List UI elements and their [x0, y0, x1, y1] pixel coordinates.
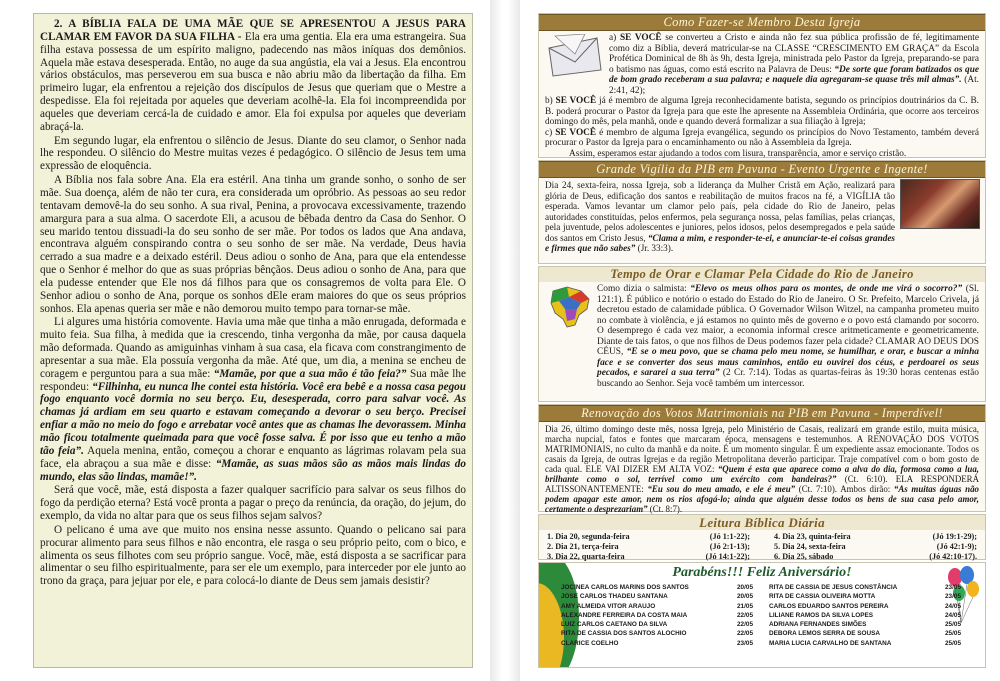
birthday-date: 25/05: [945, 621, 961, 629]
birthday-date: 25/05: [945, 639, 961, 647]
birthday-row: [561, 583, 753, 592]
birthday-row: [561, 592, 753, 601]
birthday-date: 22/05: [737, 621, 753, 629]
membership-title: Como Fazer-se Membro Desta Igreja: [539, 14, 985, 31]
membership-c: [539, 128, 985, 149]
birthday-list: [561, 583, 961, 648]
item-bold: SE VOCÊ: [619, 33, 662, 43]
birthday-row: [561, 620, 753, 629]
reading-ref: (Jó 14:1-22);: [705, 552, 750, 561]
reading-day: 1. Dia 20, segunda-feira: [547, 532, 630, 541]
quote: “De sorte que foram batizados os que de bom grado receberam a sua palavra; e naquele dia agregaram-se quase três mil almas”.: [609, 64, 979, 85]
birthday-row: [561, 602, 753, 611]
paragraph-3: A Bíblia nos fala sobre Ana. Ela era estéril. Ana tinha um grande sonho, o sonho de ser mãe. Sua doença, além de não ter cura, era considerada um opróbrio. As pessoas ao seu redor tentavam demovê-la do seu sonho. A sua rival, Penina, a provocava excessivamente, trazendo amargura para a sua alma. O sacerdote Eli, a acusou de bêbada dentro da Casa do Senhor. O seu marido tentou dissuadi-la do seu sonho de ser mãe. Por todos os lados que Ana andava, encontrava alguém conspirando contra o seu sonho de ser mãe. Na verdade, Deus havia cerrado a sua madre e a deixado estéril. Deus adiou o sonho de Ana, para que ela entendesse que o Senhor é melhor do que as suas próprias bênçãos. Deus adiou o sonho de Ana, para que ela pudesse entender que Ele nos dá filhos para que os consagremos de volta para Ele. O Senhor adiou o sonho de Ana, porque os sonhos dEle eram maiores do que os seus próprios sonhos. Ela apenas queria ser mãe e não demorou muito tempo para tornar-se mãe.: [40, 174, 466, 315]
birthday-date: 20/05: [737, 584, 753, 591]
birthday-name: AMY ALMEIDA VITOR ARAUJO: [561, 602, 656, 610]
quote: “Filhinha, eu nunca lhe contei esta história. Você era bebê e a nossa casa pegou fogo enquanto você dormia no seu berço. Eu, desesperada, corro para salvar você. As chamas já ardiam em seu quarto e estavam começando a devorar o seu berço. Precisei enfiar a mão no meio do fogo e arrebatar você antes que as chamas lhe devorassem. Minha mão ficou totalmente queimada para que você fosse salva. É por isso que eu tenho a mão tão feia”.: [40, 380, 466, 457]
readings-section: [538, 514, 986, 560]
birthday-name: LUIZ CARLOS CAETANO DA SILVA: [561, 621, 668, 629]
reading-ref: (Jó 2:1-13);: [709, 542, 750, 551]
membership-a: [539, 33, 985, 96]
item-prefix: b): [545, 96, 556, 106]
birthday-name: ADRIANA FERNANDES SIMÕES: [769, 621, 867, 629]
quote: “Eu sou do meu amado, e ele é meu”: [647, 484, 796, 494]
left-page: [0, 0, 490, 681]
reading-day: 3. Dia 22, quarta-feira: [547, 552, 625, 561]
birthday-row: [561, 629, 753, 638]
pray-title: Tempo de Orar e Clamar Pela Cidade do Rio de Janeiro: [539, 267, 985, 282]
pray-text: [539, 284, 985, 389]
birthday-name: RITA DE CASSIA DOS SANTOS ALOCHIO: [561, 630, 687, 638]
item-text: é membro de alguma Igreja evangélica, segundo os princípios do Novo Testamento, também deverá procurar o Pastor da Igreja para o encaminhamento ou não à Assembleia da Igreja.: [545, 127, 979, 148]
item-prefix: c): [545, 127, 556, 138]
birthday-date: 24/05: [945, 602, 961, 610]
birthday-name: CLARICE COELHO: [561, 639, 619, 647]
birthday-date: 23/05: [737, 639, 753, 647]
birthday-row: [769, 620, 961, 629]
vigil-title: Grande Vigília da PIB em Pavuna - Evento Urgente e Ingente!: [539, 161, 985, 178]
birthday-name: JOCINEA CARLOS MARINS DOS SANTOS: [561, 584, 689, 591]
item-text: já é membro de alguma Igreja reconhecidamente batista, segundo os princípios doutrinários da C. B. B. poderá procurar o Pastor da Igreja para que este lhe apresente na Assembleia Ordinária, que ocorre aos terceiros domingo do mês, pela manhã, onde e quando deverá formalizar a sua filiação à Igreja;: [545, 96, 979, 127]
reading-ref: (Jó 42:10-17).: [929, 552, 977, 561]
quote: “Quem é esta que aparece como a alva do dia, formosa como a lua, brilhante como o sol, terrível como um exército com bandeiras?”: [545, 464, 979, 484]
item-text: se converteu a Cristo e ainda não fez sua pública profissão de fé, legitimamente como diz a Bíblia, deverá matricular-se na CLASSE “CRESCIMENTO EM GRAÇA” da Escola Profética Dominical de 8h às 9h, desta Igreja, ministrada pelo Pastor da Igreja, preparando-se para o batismo nas águas, como está escrito na Palavra de Deus:: [609, 33, 980, 75]
vows-text: [539, 424, 985, 514]
birthday-date: 21/05: [737, 602, 753, 610]
birthday-date: 20/05: [737, 593, 753, 601]
paragraph-text: (2 Cr. 7:14). Todas as quartas-feiras às 19:30 horas centenas estão buscando ao Senhor. Seja você também um intercessor.: [597, 368, 979, 389]
birthday-name: CARLOS EDUARDO SANTOS PEREIRA: [769, 602, 889, 610]
birthday-name: DEBORA LEMOS SERRA DE SOUSA: [769, 630, 881, 638]
birthday-row: [769, 639, 961, 648]
right-page: [520, 0, 1000, 681]
paragraph-text: (Sl. 121:1). É público e notório o estado do Estado do Rio de Janeiro. O Sr. Prefeito, Marcelo Crivela, já decretou estado de calamidade pública. O Governador Wilson Witzel, na campanha prometeu muito no combate à violência, e já estamos no quinto mês de governo e o povo está clamando por socorro. O desemprego é cada vez maior, a economia informal cresce aritmeticamente e geometricamente. Diante de tais fatos, o que nos filhos de Deus podemos fazer pela cidade? CLAMAR AO DEUS DOS CÉUS,: [597, 284, 979, 357]
birthday-name: RITA DE CASSIA DE JESUS CONSTÂNCIA: [769, 584, 898, 591]
birthday-name: JOSE CARLOS THADEU SANTANA: [561, 593, 668, 601]
birthday-name: MARIA LUCIA CARVALHO DE SANTANA: [769, 639, 892, 647]
quote-ref: (Jr. 33:3).: [635, 243, 674, 253]
paragraph-text: Ela era uma gentia. Ela era uma estrangeira. Sua filha estava possessa de um espírito maligno, padecendo nas mãos iníquas dos demônios. Aquela mãe estava desesperada. Então, no auge da sua angústia, ela vai a Jesus. Ela encontrou vários obstáculos, mas perseverou em sua busca e não abriu mão da libertação da filha. Em primeiro lugar, ela enfrentou a rejeição dos discípulos de Jesus que queriam que o Mestre a despedisse. Ela foi rejeitada por aqueles que deveriam acolhê-la. Ela foi incompreendida por aqueles que deveriam cercá-la de cuidado e amor. Ela foi expulsa por aqueles que deveriam abraçá-la.: [40, 30, 466, 133]
reading-day: 4. Dia 23, quinta-feira: [774, 532, 851, 541]
birthdays-section: [538, 562, 986, 668]
paragraph-6: O pelicano é uma ave que muito nos ensina nesse assunto. Quando o pelicano sai para procurar alimento para seus filhos e não encontra, ele rasga o seu próprio peito, com o bico, e alimenta os seus filhotes com seu próprio sangue. Você, mãe, está disposta a se sacrificar para alimentar o seu filho espiritualmente, para ser ele um exemplo, para interceder por ele junto ao trono da graça, para jejuar por ele, e para colocá-lo diante de Deus sem jamais desistir?: [40, 523, 466, 588]
birthday-row: [769, 583, 961, 592]
paragraph-text: Li algures uma história comovente. Havia uma mãe que tinha a mão enrugada, deformada e muito feia. Sua filha, à medida que ia crescendo, tinha vergonha da mãe, por causa daquela mão deformada. Quando as amiguinhas vinham à sua casa, ela ficava com constrangimento de apresentar a sua mãe. Ela possuía vergonha da mãe. Até que, um dia, a menina se encheu de coragem e perguntou para a sua mãe:: [40, 316, 466, 380]
paragraph-text: Sua mãe lhe respondeu:: [40, 367, 466, 393]
paragraph-text: (Ct. 7:10). Ambos dirão:: [795, 484, 894, 494]
birthday-name: ALEXANDRE FERREIRA DA COSTA MAIA: [561, 611, 688, 619]
reading-item: [547, 552, 750, 562]
reading-item: [774, 532, 977, 542]
paragraph-text: (Ct. 6:10). ELA RESPONDERÁ ALTISSONANTEMENTE:: [545, 474, 979, 494]
paragraph-text: Dia 24, sexta-feira, nossa Igreja, sob a liderança da Mulher Cristã em Ação, realizará para glória de Deus, edificação dos santos e reabilitação de muitos fracos na fé, a VIGÍLIA tão esperada. Vamos levantar um clamor pelo país, pela cidade do Rio de Janeiro, pelas autoridades constituídas, pelos enfermos, pela segurança nossa, pelas famílias, pelas crianças, pela juventude, pelos adolescentes e juniores, pelos idosos, pelos desempregados e pela saúde dos santos em Cristo Jesus,: [545, 180, 895, 243]
readings-title: Leitura Bíblica Diária: [539, 515, 985, 530]
birthday-date: 22/05: [737, 630, 753, 638]
reading-item: [547, 542, 750, 552]
reading-ref: (Jó 42:1-9);: [936, 542, 977, 551]
birthday-date: 23/05: [945, 593, 961, 601]
birthday-row: [769, 629, 961, 638]
membership-section: [538, 13, 986, 158]
paragraph-5: Será que você, mãe, está disposta a fazer qualquer sacrifício para salvar os seus filhos do fogo da perdição eterna? Está você pronta a pagar o preço da renúncia, da oração, do jejum, do exemplo, da vida no altar para que os seus filhos sejam salvos?: [40, 484, 466, 523]
reading-item: [774, 542, 977, 552]
reading-day: 6. Dia 25, sábado: [774, 552, 834, 561]
reading-day: 5. Dia 24, sexta-feira: [774, 542, 846, 551]
reading-ref: (Jó 19:1-29);: [932, 532, 977, 541]
item-bold: SE VOCÊ: [555, 96, 597, 106]
item-prefix: a): [609, 33, 620, 43]
membership-b: [539, 96, 985, 128]
paragraph-4: [40, 316, 466, 483]
quote: “Elevo os meus olhos para os montes, de onde me virá o socorro?”: [690, 284, 963, 294]
vigil-section: [538, 160, 986, 264]
quote: “Mamãe, as suas mãos são as mãos mais lindas do mundo, elas são lindas, mamãe!”.: [40, 457, 466, 483]
worship-photo: [900, 179, 980, 229]
section-heading: 2. A BÍBLIA FALA DE UMA MÃE QUE SE APRESENTOU A JESUS PARA CLAMAR EM FAVOR DA SUA FILHA -: [40, 18, 466, 43]
birthdays-title: Parabéns!!! Feliz Aniversário!: [672, 565, 852, 580]
birthday-date: 22/05: [737, 611, 753, 619]
birthday-row: [561, 611, 753, 620]
quote-ref: (Ct. 8:7).: [647, 504, 683, 514]
paragraph-text: Aquela menina, então, começou a chorar e enquanto as lágrimas rolavam pela sua face, ela abraçou a sua mãe e disse:: [40, 444, 466, 470]
birthday-row: [769, 611, 961, 620]
paragraph-2: Em segundo lugar, ela enfrentou o silêncio de Jesus. Diante do seu clamor, o Senhor nada lhe respondeu. O silêncio do Mestre muitas vezes é pedagógico. O silêncio de Jesus tem uma expressão de eloquência.: [40, 134, 466, 173]
envelope-icon: [545, 34, 603, 78]
quote: “E se o meu povo, que se chama pelo meu nome, se humilhar, e orar, e buscar a minha face e se converter dos seus maus caminhos, então eu ouvirei dos céus, e perdoarei os seus pecados, e sararei a sua terra”: [597, 347, 979, 378]
birthday-row: [769, 592, 961, 601]
article-panel: [33, 13, 473, 668]
birthday-row: [769, 602, 961, 611]
birthday-date: 23/05: [945, 584, 961, 591]
quote: “As muitas águas não podem apagar este amor, nem os rios afogá-lo; ainda que alguém desse todos os bens de sua casa pelo amor, certamente o desprezariam”: [545, 484, 979, 514]
page-gutter: [490, 0, 520, 681]
birthday-date: 25/05: [945, 630, 961, 638]
reading-ref: (Jó 1:1-22);: [709, 532, 750, 541]
quote: “Clama a mim, e responder-te-ei, e anunciar-te-ei coisas grandes e firmes que não sabes”: [545, 232, 895, 253]
paragraph-text: Como dizia o salmista:: [597, 284, 691, 294]
brazil-map-icon: [547, 285, 593, 329]
birthday-name: LILIANE RAMOS DA SILVA LOPES: [769, 611, 874, 619]
reading-item: [774, 552, 977, 562]
membership-closing: Assim, esperamos estar ajudando a todos com lisura, transparência, amor e serviço cristão.: [569, 148, 907, 159]
quote: “Mamãe, por que a sua mão é tão feia?”: [213, 367, 407, 380]
item-ref: (At. 2:41, 42);: [609, 75, 979, 96]
birthday-date: 24/05: [945, 611, 961, 619]
pray-section: [538, 266, 986, 402]
reading-day: 2. Dia 21, terça-feira: [547, 542, 619, 551]
paragraph-1: [40, 18, 466, 134]
birthday-row: [561, 639, 753, 648]
readings-list: [539, 530, 985, 562]
vows-title: Renovação dos Votos Matrimoniais na PIB em Pavuna - Imperdível!: [539, 405, 985, 422]
birthday-name: RITA DE CASSIA OLIVEIRA MOTTA: [769, 593, 876, 601]
item-bold: SE VOCÊ: [555, 127, 597, 138]
paragraph-text: Dia 26, último domingo deste mês, nossa Igreja, pelo Ministério de Casais, realizará em grande estilo, muita música, marcha nupcial, fatos e fontes que marcaram época, mensagens e testemunhos. A RENOVAÇÃO DOS VOTOS MATRIMONIAIS, no culto da manhã e da noite. É um momento singular. É um expediente assaz emocionante. Todos os casais da Igreja, de outras Igrejas e da região Metropolitana deverão participar. Traje compatível com o bom gosto de cada qual. ELE VAI DIZER EM ALTA VOZ:: [545, 424, 979, 474]
vows-section: [538, 404, 986, 512]
reading-item: [547, 532, 750, 542]
